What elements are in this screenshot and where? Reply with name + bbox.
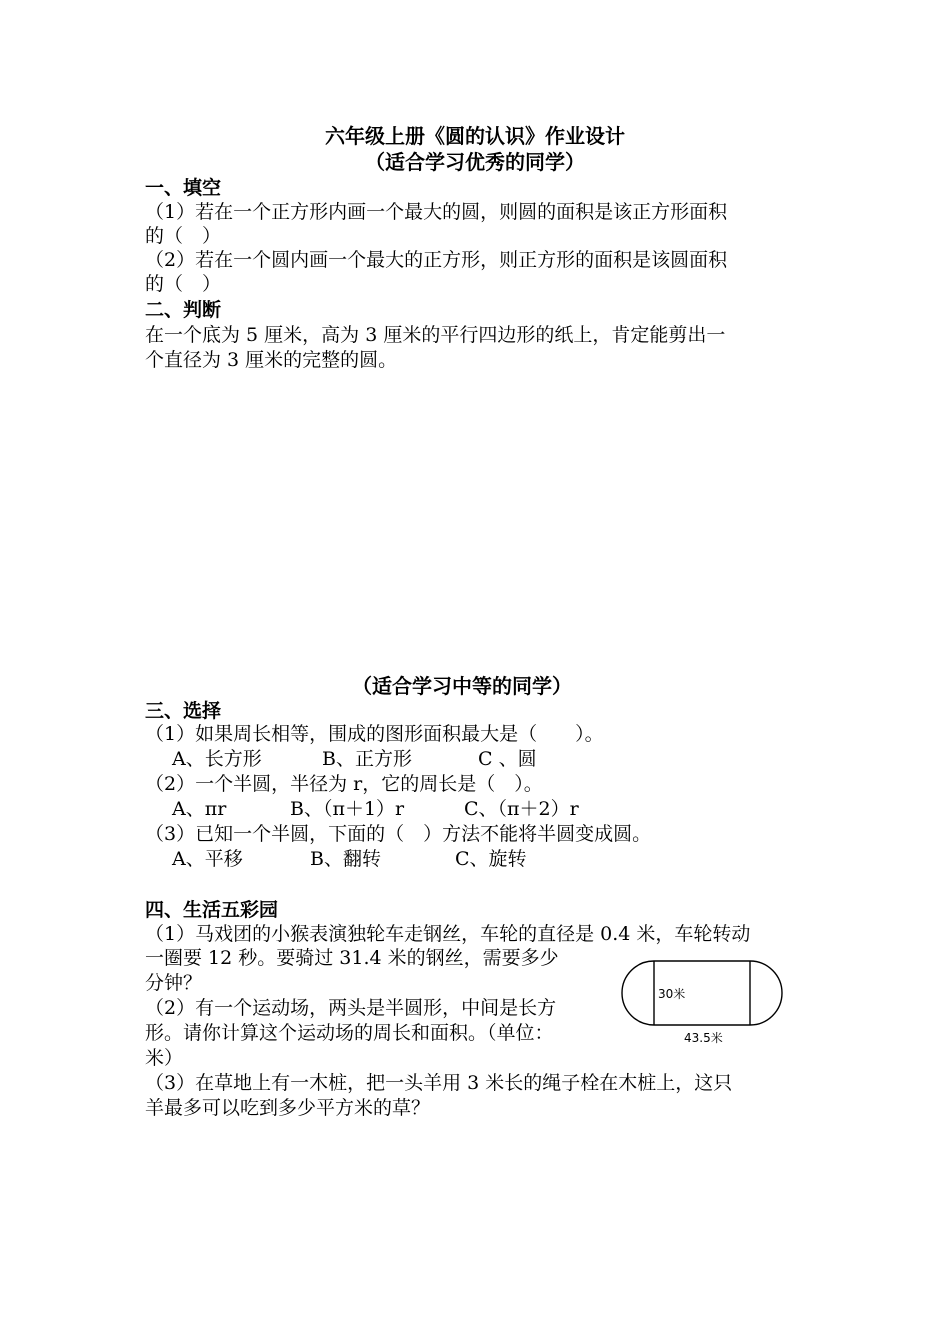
subtitle-excellent: （适合学习优秀的同学） xyxy=(365,150,585,174)
section2-heading: 二、判断 xyxy=(145,299,222,321)
page-title: 六年级上册《圆的认识》作业设计 xyxy=(325,124,625,148)
width-label: 30米 xyxy=(658,987,686,1001)
section4-q3-line2: 羊最多可以吃到多少平方米的草？ xyxy=(145,1097,431,1119)
section3-q1: （1）如果周长相等，围成的图形面积最大是（ ）。 xyxy=(145,723,604,745)
section3-heading: 三、选择 xyxy=(145,700,222,722)
section2-line1: 在一个底为 5 厘米，高为 3 厘米的平行四边形的纸上，肯定能剪出一 xyxy=(145,324,726,346)
section4-q2-line2: 形。请你计算这个运动场的周长和面积。（单位： xyxy=(145,1022,554,1044)
section2-line2: 个直径为 3 厘米的完整的圆。 xyxy=(145,349,398,371)
section3-q3-option-c: C、旋转 xyxy=(455,848,527,870)
section3-q3-option-a: A、平移 xyxy=(172,848,243,870)
stadium-outline xyxy=(622,961,782,1025)
section4-q3-line1: （3）在草地上有一木桩，把一头羊用 3 米长的绳子栓在木桩上，这只 xyxy=(145,1072,733,1094)
section3-q1-option-b: B、正方形 xyxy=(322,748,412,770)
section1-q2-line2: 的（ ） xyxy=(145,273,222,295)
length-label: 43.5米 xyxy=(684,1031,723,1045)
section3-q2-option-b: B、（π＋1）r xyxy=(290,798,405,820)
stadium-figure xyxy=(618,958,788,1048)
section4-q2-line1: （2）有一个运动场，两头是半圆形，中间是长方 xyxy=(145,997,557,1019)
section1-q1-line1: （1）若在一个正方形内画一个最大的圆，则圆的面积是该正方形面积 xyxy=(145,201,728,223)
section3-q2: （2）一个半圆，半径为 r，它的周长是（ ）。 xyxy=(145,773,543,795)
section4-q1-line2: 一圈要 12 秒。要骑过 31.4 米的钢丝，需要多少 xyxy=(145,947,559,969)
section4-q2-line3: 米） xyxy=(145,1047,184,1069)
section3-q1-option-c: C 、圆 xyxy=(478,748,537,770)
section3-q3-option-b: B、翻转 xyxy=(310,848,381,870)
section4-q1-line1: （1）马戏团的小猴表演独轮车走钢丝，车轮的直径是 0.4 米，车轮转动 xyxy=(145,923,751,945)
section1-q1-line2: 的（ ） xyxy=(145,225,222,247)
section3-q3: （3）已知一个半圆，下面的（ ）方法不能将半圆变成圆。 xyxy=(145,823,652,845)
section3-q2-option-c: C、（π＋2）r xyxy=(464,798,579,820)
section3-q2-option-a: A、πr xyxy=(172,798,227,820)
section4-q1-line3: 分钟？ xyxy=(145,972,203,994)
subtitle-medium: （适合学习中等的同学） xyxy=(352,674,572,698)
section3-q1-option-a: A、长方形 xyxy=(172,748,262,770)
section1-q2-line1: （2）若在一个圆内画一个最大的正方形，则正方形的面积是该圆面积 xyxy=(145,249,728,271)
section4-heading: 四、生活五彩园 xyxy=(145,899,279,921)
section1-heading: 一、填空 xyxy=(145,177,222,199)
